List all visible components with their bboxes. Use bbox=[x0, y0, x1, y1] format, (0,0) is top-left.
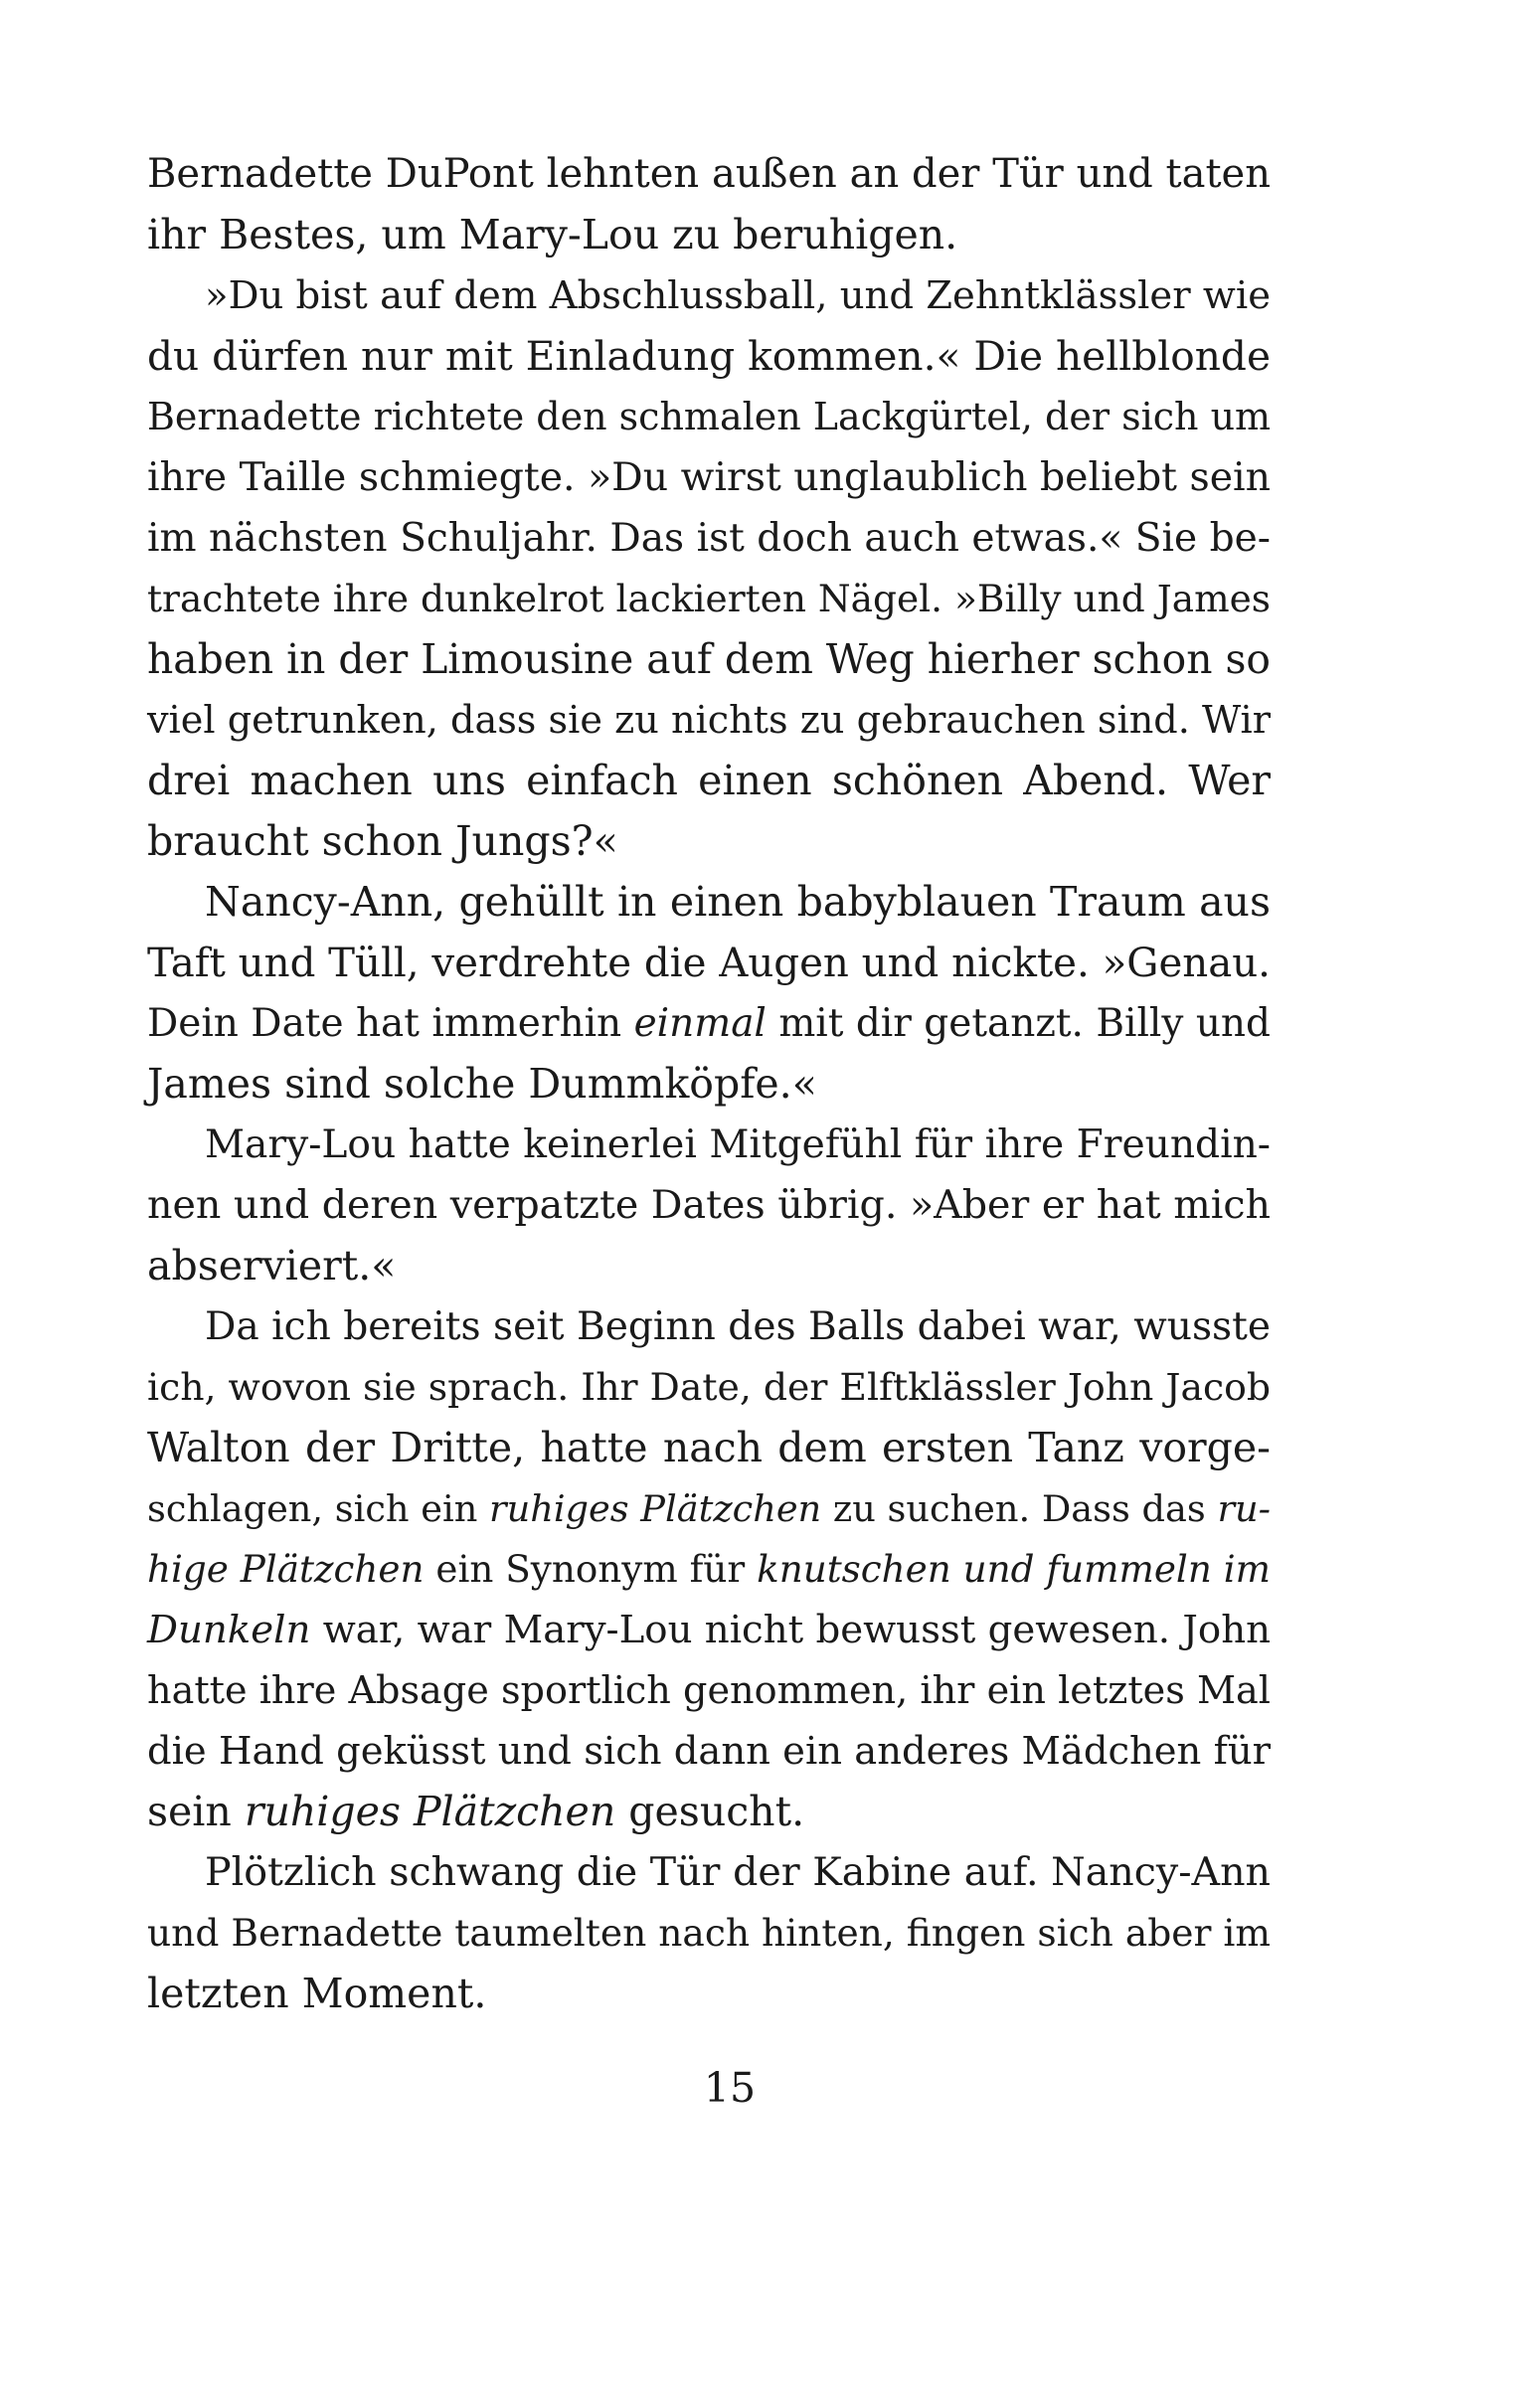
italic-text: Dunkeln bbox=[147, 1608, 311, 1652]
text-segment: schlagen, sich ein bbox=[147, 1487, 490, 1530]
text-segment: war, war Mary-Lou nicht bewusst gewesen. John bbox=[310, 1608, 1271, 1652]
text-line bbox=[147, 447, 1271, 508]
italic-text: hige Plätzchen bbox=[147, 1547, 425, 1591]
text-segment: Nancy-Ann, gehüllt in einen babyblauen Traum aus bbox=[205, 878, 1271, 926]
text-segment: mit dir getanzt. Billy und bbox=[766, 1001, 1271, 1046]
text-line bbox=[147, 265, 1271, 326]
text-line bbox=[147, 1782, 1271, 1842]
text-segment: ich, wovon sie sprach. Ihr Date, der Elftklässler John Jacob bbox=[147, 1365, 1271, 1409]
text-segment: viel getrunken, dass sie zu nichts zu gebrauchen sind. Wir bbox=[147, 698, 1271, 742]
text-line bbox=[147, 1418, 1271, 1478]
text-line bbox=[147, 1721, 1271, 1782]
text-segment: haben in der Limousine auf dem Weg hierher schon so bbox=[147, 635, 1271, 683]
text-line bbox=[147, 1175, 1271, 1236]
text-segment: zu suchen. Dass das bbox=[821, 1487, 1218, 1530]
text-segment: Plötzlich schwang die Tür der Kabine auf. Nancy-Ann bbox=[205, 1849, 1271, 1895]
text-segment: Dein Date hat immerhin bbox=[147, 1001, 634, 1046]
text-line bbox=[147, 811, 1271, 872]
italic-text: ruhiges Plätzchen bbox=[244, 1788, 616, 1835]
text-segment: trachtete ihre dunkelrot lackierten Nägel. »Billy und James bbox=[147, 577, 1271, 620]
text-line bbox=[147, 751, 1271, 811]
text-segment: und Bernadette taumelten nach hinten, fingen sich aber im bbox=[147, 1911, 1271, 1955]
text-line bbox=[147, 1660, 1271, 1721]
text-line bbox=[147, 1539, 1271, 1600]
body-text bbox=[147, 144, 1271, 2024]
text-segment: ihre Taille schmiegte. »Du wirst unglaublich beliebt sein bbox=[147, 454, 1271, 500]
italic-text: einmal bbox=[633, 1001, 767, 1046]
text-line bbox=[147, 569, 1271, 629]
text-line bbox=[147, 387, 1271, 447]
italic-text: knutschen und fummeln im bbox=[757, 1547, 1271, 1591]
text-segment: abserviert.« bbox=[147, 1242, 397, 1290]
text-line bbox=[147, 1842, 1271, 1903]
text-line bbox=[147, 326, 1271, 387]
text-segment: James sind solche Dummköpfe.« bbox=[147, 1060, 817, 1108]
text-line bbox=[147, 508, 1271, 569]
text-segment: die Hand geküsst und sich dann ein anderes Mädchen für bbox=[147, 1729, 1271, 1774]
text-line bbox=[147, 1903, 1271, 1964]
text-line bbox=[147, 1054, 1271, 1115]
text-segment: braucht schon Jungs?« bbox=[147, 817, 618, 865]
text-line bbox=[147, 872, 1271, 933]
text-line bbox=[147, 629, 1271, 690]
text-segment: Walton der Dritte, hatte nach dem ersten Tanz vorge- bbox=[147, 1424, 1271, 1471]
text-segment: letzten Moment. bbox=[147, 1970, 487, 2017]
text-line bbox=[147, 1964, 1271, 2024]
text-segment: gesucht. bbox=[615, 1788, 805, 1835]
text-line bbox=[147, 1478, 1271, 1539]
text-line bbox=[147, 1600, 1271, 1660]
text-segment: Mary-Lou hatte keinerlei Mitgefühl für ihre Freundin- bbox=[205, 1122, 1271, 1167]
text-segment: hatte ihre Absage sportlich genommen, ihr ein letztes Mal bbox=[147, 1668, 1271, 1712]
text-line bbox=[147, 1357, 1271, 1418]
text-segment: ihr Bestes, um Mary-Lou zu beruhigen. bbox=[147, 211, 958, 258]
text-segment: »Du bist auf dem Abschlussball, und Zehntklässler wie bbox=[205, 273, 1271, 318]
text-segment: Da ich bereits seit Beginn des Balls dabei war, wusste bbox=[205, 1304, 1271, 1349]
text-segment: sein bbox=[147, 1788, 245, 1835]
text-segment: Bernadette richtete den schmalen Lackgürtel, der sich um bbox=[147, 395, 1272, 438]
text-line bbox=[147, 1115, 1271, 1175]
italic-text: ruhiges Plätzchen bbox=[489, 1487, 822, 1530]
text-segment: du dürfen nur mit Einladung kommen.« Die hellblonde bbox=[147, 332, 1271, 380]
text-segment: im nächsten Schuljahr. Das ist doch auch etwas.« Sie be- bbox=[147, 516, 1271, 561]
text-segment: Bernadette DuPont lehnten außen an der Tür und taten bbox=[147, 151, 1271, 197]
text-line bbox=[147, 1236, 1271, 1296]
text-line bbox=[147, 1296, 1271, 1357]
text-segment: ein Synonym für bbox=[424, 1547, 758, 1591]
text-line bbox=[147, 144, 1271, 205]
text-line bbox=[147, 690, 1271, 751]
italic-text: ru- bbox=[1217, 1487, 1271, 1530]
text-segment: Taft und Tüll, verdrehte die Augen und nickte. »Genau. bbox=[147, 940, 1271, 986]
page-number: 15 bbox=[703, 2064, 757, 2112]
text-segment: nen und deren verpatzte Dates übrig. »Aber er hat mich bbox=[147, 1182, 1271, 1228]
text-line bbox=[147, 993, 1271, 1054]
text-segment: drei machen uns einfach einen schönen Abend. Wer bbox=[147, 757, 1271, 804]
text-line bbox=[147, 205, 1271, 265]
text-line bbox=[147, 933, 1271, 993]
